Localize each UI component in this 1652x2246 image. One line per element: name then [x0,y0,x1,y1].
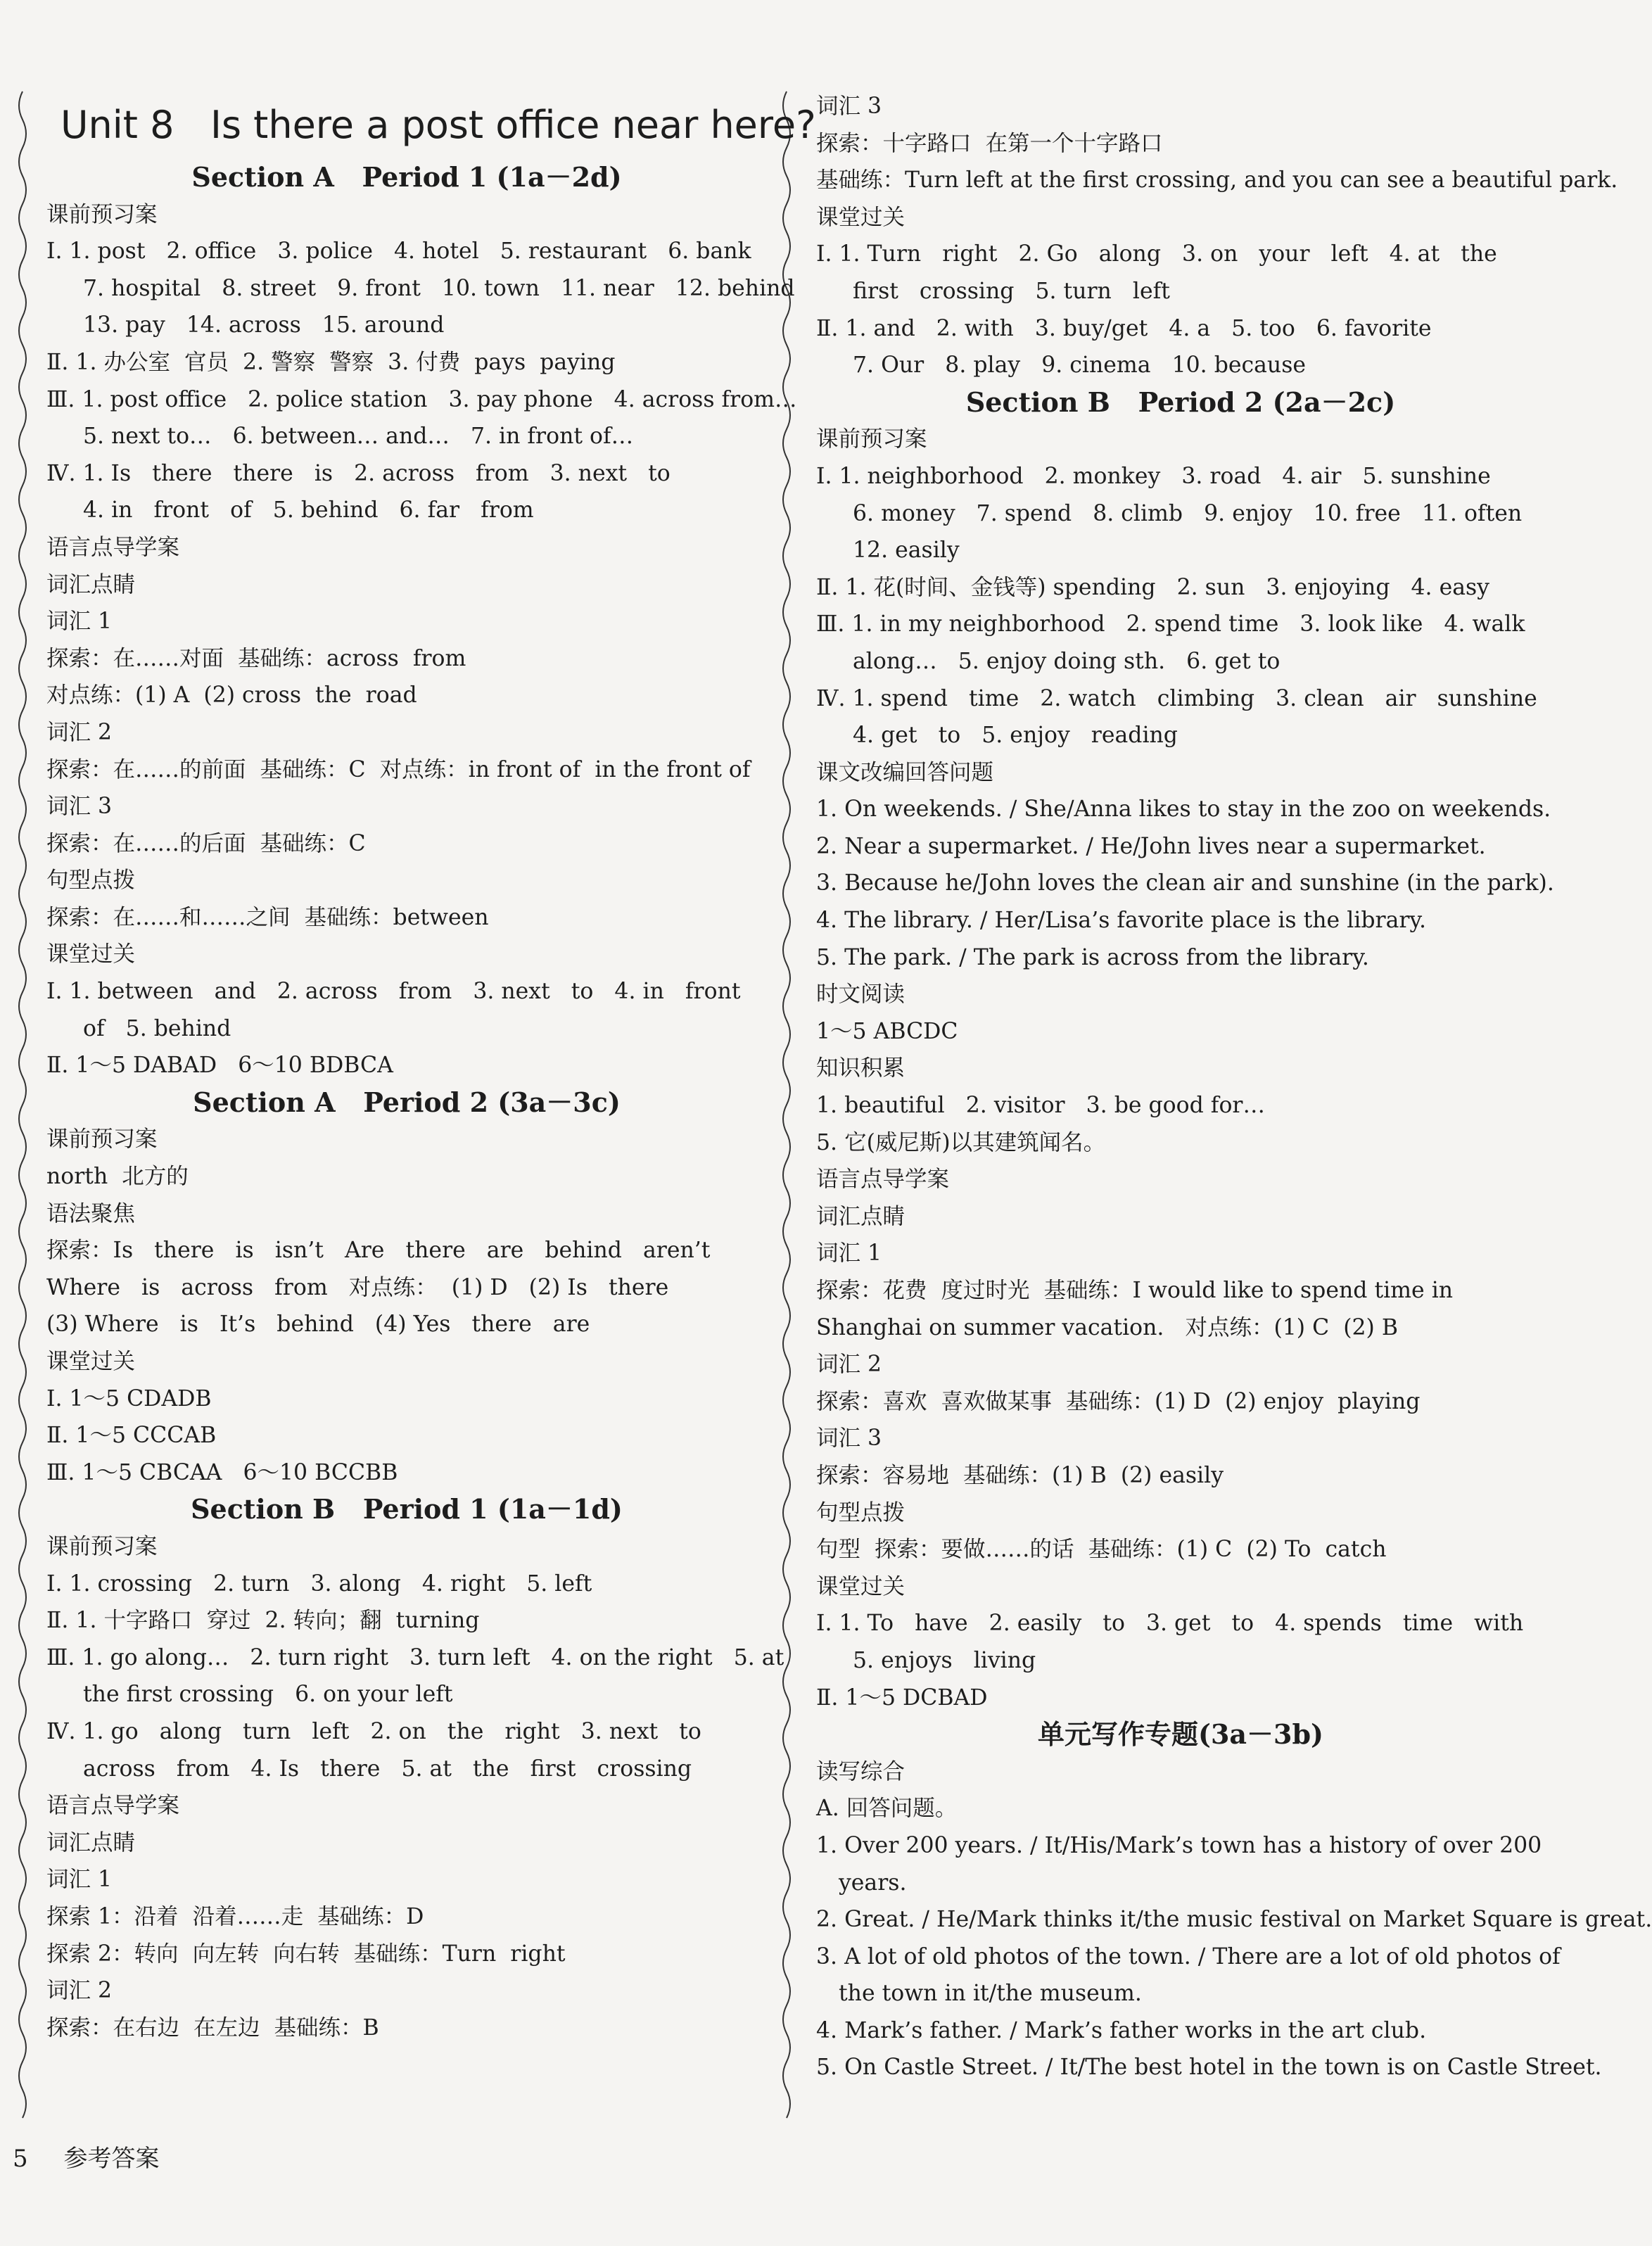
answer-line: 2. Near a supermarket. / He/John lives near a supermarket. [816,833,1486,859]
answer-line: 2. Great. / He/Mark thinks it/the music festival on Market Square is great. [816,1907,1652,1933]
answer-line: 词汇点睛 [816,1203,906,1229]
answer-line: Ⅱ. 1. and 2. with 3. buy/get 4. a 5. too 6. favorite [816,315,1432,341]
answer-line: Shanghai on summer vacation. 对点练：(1) C (2) B [816,1314,1398,1340]
answer-line: 探索 2：转向 向左转 向右转 基础练：Turn right [46,1941,566,1967]
answer-line: 探索：Is there is isn’t Are there are behind aren’t [46,1238,711,1264]
answer-line: north 北方的 [46,1164,189,1190]
answer-line: Ⅲ. 1. in my neighborhood 2. spend time 3. look like 4. walk [816,611,1525,637]
section-heading: Section A Period 1 (1a－2d) [191,161,622,193]
answer-line: Ⅳ. 1. spend time 2. watch climbing 3. clean air sunshine [816,685,1537,711]
answer-line: Ⅱ. 1～5 DCBAD [816,1684,988,1711]
answer-line: Ⅰ. 1～5 CDADB [46,1385,212,1411]
answer-line: 探索：在……的后面 基础练：C [46,830,366,856]
answer-line: 5. The park. / The park is across from the library. [816,944,1369,970]
answer-line: 3. A lot of old photos of the town. / There are a lot of old photos of [816,1943,1561,1969]
answer-line: of 5. behind [83,1015,231,1041]
answer-line: 课前预习案 [46,1127,158,1153]
answer-line: 句型点拨 [816,1499,906,1525]
left-margin-wave [14,91,31,2118]
answer-line: 12. easily [853,538,960,564]
answer-line: 词汇点睛 [46,571,136,597]
answer-line: 探索：在……对面 基础练：across from [46,645,466,671]
answer-line: 对点练：(1) A (2) cross the road [46,683,417,709]
answer-line: 知识积累 [816,1055,906,1081]
answer-line: along… 5. enjoy doing sth. 6. get to [853,648,1281,674]
answer-line: 词汇 3 [46,794,113,820]
page-footer [13,2139,159,2174]
answer-line: years. [839,1870,907,1896]
answer-line: 基础练：Turn left at the first crossing, and you can see a beautiful park. [816,167,1618,193]
answer-line: 课前预习案 [816,426,927,452]
answer-line: Ⅲ. 1. post office 2. police station 3. pay phone 4. across from… [46,386,797,412]
answer-line: 词汇点睛 [46,1829,136,1855]
answer-line: 词汇 2 [816,1352,882,1378]
answer-line: 词汇 2 [46,1978,113,2004]
answer-line: 探索：喜欢 喜欢做某事 基础练：(1) D (2) enjoy playing [816,1388,1421,1414]
answer-line: 探索 1：沿着 沿着……走 基础练：D [46,1903,424,1929]
answer-line: 时文阅读 [816,982,906,1008]
section-heading: Section A Period 2 (3a－3c) [193,1086,621,1118]
answer-line: Ⅱ. 1～5 DABAD 6～10 BDBCA [46,1053,393,1079]
answer-line: 课堂过关 [816,1573,906,1599]
answer-line: 词汇 2 [46,719,113,745]
answer-line: 课文改编回答问题 [816,759,994,785]
answer-line: the first crossing 6. on your left [83,1682,453,1708]
answer-line: 1. beautiful 2. visitor 3. be good for… [816,1093,1265,1119]
footer-label: 参考答案 [63,2145,160,2173]
answer-line: 探索：容易地 基础练：(1) B (2) easily [816,1462,1224,1488]
answer-line: 5. next to… 6. between… and… 7. in front of… [83,424,634,450]
answer-line: Ⅰ. 1. Turn right 2. Go along 3. on your left 4. at the [816,241,1497,267]
answer-line: 5. enjoys living [853,1647,1036,1673]
answer-line: Ⅳ. 1. Is there there is 2. across from 3. next to [46,460,671,486]
answer-line: 课堂过关 [816,204,906,230]
answer-line: 课堂过关 [46,941,136,967]
answer-line: 词汇 1 [816,1241,882,1267]
right-column [816,88,1652,2086]
answer-line: 词汇 3 [816,1426,882,1452]
answer-line: 语言点导学案 [46,1793,180,1819]
answer-line: 读写综合 [816,1758,906,1784]
section-heading: 单元写作专题(3a－3b) [1037,1718,1324,1751]
answer-line: across from 4. Is there 5. at the first crossing [83,1756,692,1782]
answer-line: Ⅱ. 1～5 CCCAB [46,1423,217,1449]
answer-line: first crossing 5. turn left [853,278,1170,304]
section-heading: Section B Period 1 (1a－1d) [191,1493,623,1525]
answer-line: 探索：十字路口 在第一个十字路口 [816,130,1163,156]
answer-line: Ⅱ. 1. 办公室 官员 2. 警察 警察 3. 付费 pays paying [46,349,616,375]
answer-line: 语法聚焦 [46,1200,136,1226]
answer-line: 探索：花费 度过时光 基础练：I would like to spend time in [816,1278,1454,1303]
answer-line: 1. On weekends. / She/Anna likes to stay in the zoo on weekends. [816,797,1551,823]
answer-line: 6. money 7. spend 8. climb 9. enjoy 10. free 11. often [853,500,1523,526]
answer-line: Ⅰ. 1. between and 2. across from 3. next to 4. in front [46,979,741,1005]
answer-line: 1. Over 200 years. / It/His/Mark’s town has a history of over 200 [816,1832,1542,1858]
answer-line: 3. Because he/John loves the clean air and sunshine (in the park). [816,870,1554,896]
answer-line: Ⅰ. 1. post 2. office 3. police 4. hotel 5. restaurant 6. bank [46,239,751,265]
answer-line: 4. in front of 5. behind 6. far from [83,497,534,524]
answer-line: 4. get to 5. enjoy reading [853,723,1178,749]
answer-line: Ⅰ. 1. crossing 2. turn 3. along 4. right 5. left [46,1571,592,1597]
answer-line: the town in it/the museum. [839,1981,1142,2007]
answer-line: 句型点拨 [46,868,136,894]
answer-line: 5. On Castle Street. / It/The best hotel in the town is on Castle Street. [816,2055,1602,2081]
answer-line: 7. Our 8. play 9. cinema 10. because [853,353,1307,379]
answer-line: 课前预习案 [46,201,158,227]
answer-line: 7. hospital 8. street 9. front 10. town 11. near 12. behind [83,275,795,301]
answer-line: 5. 它(威尼斯)以其建筑闻名。 [816,1129,1106,1155]
answer-line: 课堂过关 [46,1349,136,1374]
answer-line: (3) Where is It’s behind (4) Yes there are [46,1312,590,1338]
answer-line: 语言点导学案 [816,1167,950,1193]
answer-line: 4. The library. / Her/Lisa’s favorite place is the library. [816,908,1427,934]
section-heading: Section B Period 2 (2a－2c) [965,386,1396,418]
answer-line: 4. Mark’s father. / Mark’s father works in the art club. [816,2017,1427,2043]
answer-line: 探索：在……和……之间 基础练：between [46,904,489,930]
answer-line: Ⅱ. 1. 十字路口 穿过 2. 转向；翻 turning [46,1608,480,1634]
answer-line: 语言点导学案 [46,534,180,560]
answer-line: 探索：在右边 在左边 基础练：B [46,2015,379,2041]
answer-line: A. 回答问题。 [816,1796,958,1822]
page-number: 5 [13,2145,28,2173]
answer-line: Ⅳ. 1. go along turn left 2. on the right 3. next to [46,1718,701,1744]
section-heading: Unit 8 Is there a post office near here? [61,103,816,147]
answer-line: 词汇 3 [816,94,882,119]
answer-line: 句型 探索：要做……的话 基础练：(1) C (2) To catch [816,1537,1387,1563]
answer-line: Ⅲ. 1～5 CBCAA 6～10 BCCBB [46,1459,398,1485]
answer-line: Ⅲ. 1. go along… 2. turn right 3. turn left 4. on the right 5. at [46,1644,784,1670]
answer-line: 词汇 1 [46,1867,113,1893]
answer-line: 课前预习案 [46,1533,158,1559]
answer-line: Ⅰ. 1. neighborhood 2. monkey 3. road 4. air 5. sunshine [816,463,1491,489]
answer-line: Where is across from 对点练： (1) D (2) Is there [46,1274,669,1300]
left-column [46,91,816,2046]
answer-line: 词汇 1 [46,609,113,635]
answer-line: Ⅰ. 1. To have 2. easily to 3. get to 4. spends time with [816,1611,1524,1637]
answer-line: 1～5 ABCDC [816,1018,958,1044]
answer-line: Ⅱ. 1. 花(时间、金钱等) spending 2. sun 3. enjoying 4. easy [816,574,1489,600]
answer-line: 13. pay 14. across 15. around [83,312,445,338]
answer-line: 探索：在……的前面 基础练：C 对点练：in front of in the front of [46,756,751,782]
